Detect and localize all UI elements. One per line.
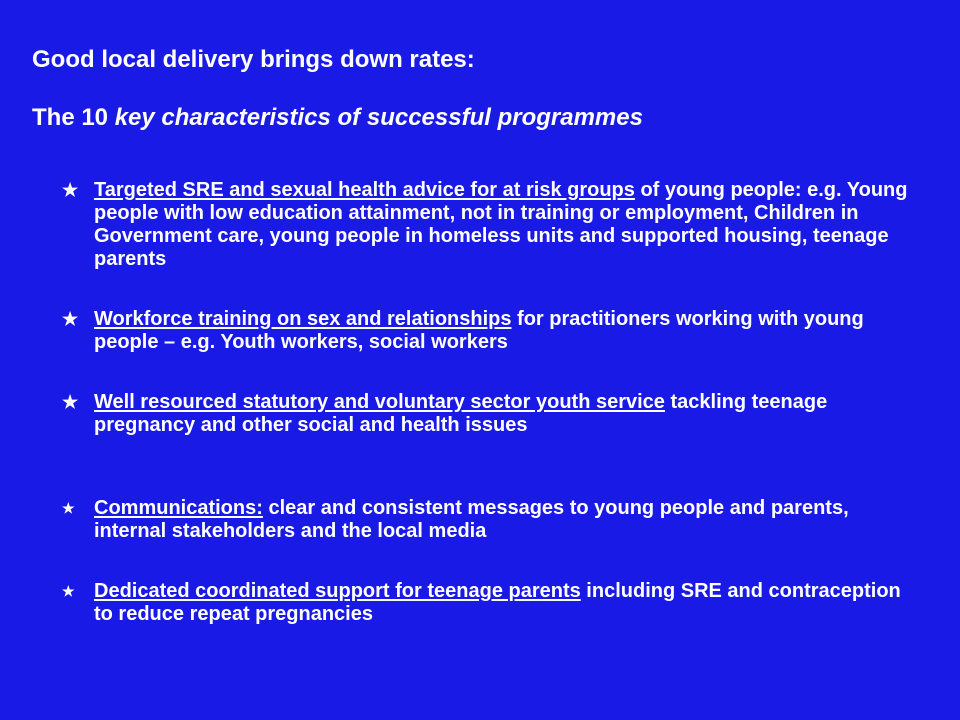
bullet-heading: Workforce training on sex and relationships [94,308,512,330]
subtitle-prefix: The 10 [32,104,115,131]
slide-subtitle [32,104,643,132]
characteristics-list [62,179,922,626]
subtitle-emphasis: key characteristics of successful programmes [114,104,643,131]
bullet-heading: Communications: [94,497,263,519]
list-item [62,391,922,437]
bullet-text: tackling teenage pregnancy and other social and health issues [94,391,828,436]
star-icon: ★ [62,309,79,329]
list-item [62,179,922,271]
list-item [62,308,922,354]
star-icon: ★ [62,500,75,516]
bullet-heading: Targeted SRE and sexual health advice for at risk groups [94,179,635,201]
bullet-text: for practitioners working with young people – e.g. Youth workers, social workers [94,308,864,353]
bullet-heading: Well resourced statutory and voluntary sector youth service [94,391,665,413]
bullet-text: clear and consistent messages to young people and parents, internal stakeholders and the local media [94,497,849,542]
star-icon: ★ [62,392,79,412]
bullet-text: of young people: e.g. Young people with low education attainment, not in training or employment, Children in Government care, young people in homeless units and supported housing, teenage parents [94,179,908,270]
star-icon: ★ [62,180,79,200]
slide-title: Good local delivery brings down rates: [32,46,475,73]
bullet-text: including SRE and contraception to reduce repeat pregnancies [94,580,901,625]
list-item [62,580,922,626]
star-icon: ★ [62,583,75,599]
list-item [62,497,922,543]
bullet-heading: Dedicated coordinated support for teenage parents [94,580,581,602]
